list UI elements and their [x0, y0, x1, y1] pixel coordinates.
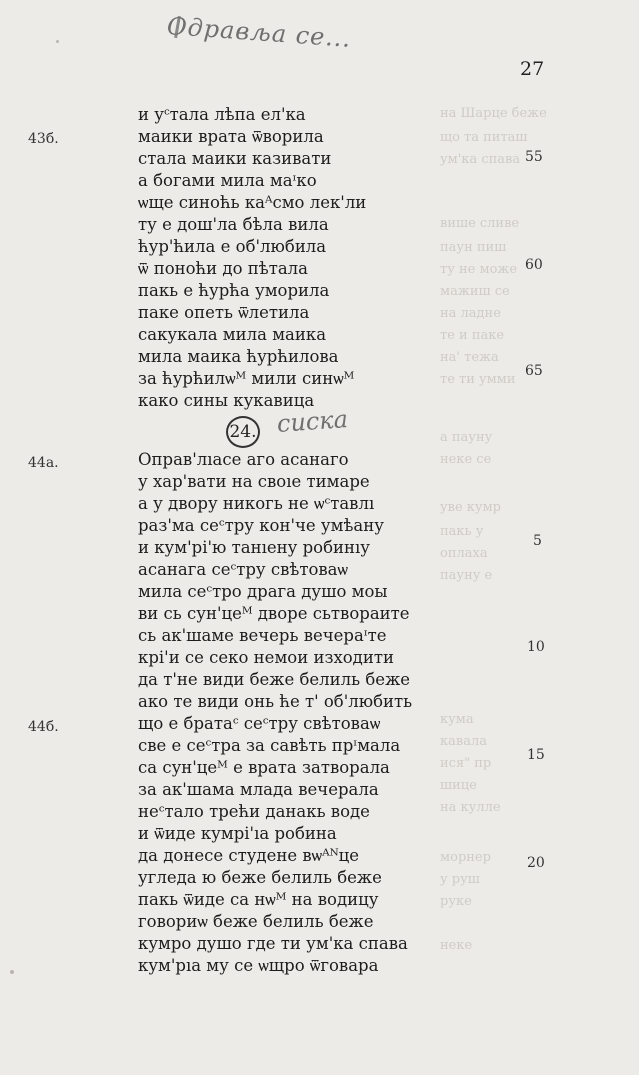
verse-line: да донесе студене вѡᴬᴺце — [138, 846, 360, 865]
verse-line: за ак'шама млада вечерала — [138, 780, 379, 799]
paper-speck — [10, 970, 14, 974]
verse-line: и кум'рі'ю танıену робинıу — [138, 538, 370, 557]
bleed-through-text: оплаха — [440, 546, 488, 561]
verse-line: сь ак'шаме вечерь вечераᶦте — [138, 626, 387, 645]
verse-line: Оправ'лıасе аго асанаго — [138, 450, 349, 469]
bleed-through-text: ту не може — [440, 262, 518, 277]
verse-line: кумро душо где ти ум'ка спава — [138, 934, 408, 953]
verse-line: са сун'цеᴹ е врата затворала — [138, 758, 390, 777]
bleed-through-text: мажиш се — [440, 284, 510, 299]
verse-line: да т'не види беже белиль беже — [138, 670, 411, 689]
verse-line: пакь е ћурћа уморила — [138, 281, 330, 300]
verse-line: ѿ поноћи до пѣтала — [138, 259, 308, 278]
verse-line: и уᶜтала лѣпа ел'ка — [138, 105, 306, 124]
bleed-through-text: кума — [440, 712, 474, 727]
manuscript-folio-mark: 44б. — [28, 719, 59, 735]
verse-line: крі'и се секо немои изходити — [138, 648, 394, 667]
bleed-through-text: у руш — [440, 872, 480, 887]
bleed-through-text: ися" пр — [440, 756, 492, 771]
verse-line: ѡще синоћь каᴬсмо лек'ли — [138, 193, 367, 212]
verse-line: како сины кукавица — [138, 391, 315, 410]
bleed-through-text: пакь у — [440, 524, 484, 539]
line-number: 55 — [525, 149, 543, 165]
verse-line: ако те види онь ће т' об'любить — [138, 692, 413, 711]
verse-line: пакь ѿиде са нѡᴹ на водицу — [138, 890, 379, 909]
bleed-through-text: неке — [440, 938, 473, 953]
bleed-through-text: уве кумр — [440, 500, 502, 515]
verse-line: маики врата ѿворила — [138, 127, 324, 146]
bleed-through-text: више сливе — [440, 216, 520, 231]
poem-number-circle: 24. — [226, 416, 260, 448]
bleed-through-text: те ти умми — [440, 372, 516, 387]
line-number: 15 — [527, 747, 545, 763]
bleed-through-text: шице — [440, 778, 477, 793]
verse-line: мила сеᶜтро драга душо моы — [138, 582, 388, 601]
verse-line: паке опеть ѿлетила — [138, 303, 310, 322]
manuscript-folio-mark: 44а. — [28, 455, 59, 471]
verse-line: неᶜтало трећи данакь воде — [138, 802, 370, 821]
handwritten-note: Одравља се... — [166, 12, 353, 53]
verse-line: ту е дош'ла бѣла вила — [138, 215, 329, 234]
bleed-through-text: ум'ка спава — [440, 152, 521, 167]
bleed-through-text: те и паке — [440, 328, 505, 343]
line-number: 60 — [525, 257, 543, 273]
verse-line: ви сь сун'цеᴹ дворе сьтвораите — [138, 604, 410, 623]
verse-line: за ћурћилѡᴹ мили синѡᴹ — [138, 369, 355, 388]
bleed-through-text: на ладне — [440, 306, 501, 321]
page-number: 27 — [520, 58, 545, 80]
bleed-through-text: морнер — [440, 850, 491, 865]
line-number: 5 — [533, 533, 542, 549]
verse-line: а богами мила маᶦко — [138, 171, 317, 190]
bleed-through-text: неке се — [440, 452, 492, 467]
bleed-through-text: на Шарце беже — [440, 106, 547, 121]
verse-line: говориѡ беже белиль беже — [138, 912, 374, 931]
verse-line: стала маики казивати — [138, 149, 332, 168]
verse-line: раз'ма сеᶜтру кон'че умѣану — [138, 516, 384, 535]
verse-line: мила маика ћурћилова — [138, 347, 339, 366]
verse-line: що е братаᶜ сеᶜтру свѣтоваѡ — [138, 714, 381, 733]
handwritten-title: сиска — [276, 405, 349, 438]
verse-line: све е сеᶜтра за савѣть прᶦмала — [138, 736, 401, 755]
bleed-through-text: на' тежа — [440, 350, 499, 365]
bleed-through-text: пауну е — [440, 568, 493, 583]
verse-line: а у двору никогь не ѡᶜтавлı — [138, 494, 375, 513]
verse-line: и ѿиде кумрі'ıа робина — [138, 824, 337, 843]
bleed-through-text: а пауну — [440, 430, 493, 445]
bleed-through-text: що та питаш — [440, 130, 528, 145]
verse-line: ћур'ћила е об'любила — [138, 237, 327, 256]
paper-speck — [56, 40, 59, 43]
verse-line: асанага сеᶜтру свѣтоваѡ — [138, 560, 348, 579]
bleed-through-text: паун пиш — [440, 240, 507, 255]
manuscript-folio-mark: 43б. — [28, 131, 59, 147]
line-number: 65 — [525, 363, 543, 379]
verse-line: кум'рıа му се ѡщро ѿговара — [138, 956, 379, 975]
verse-line: сакукала мила маика — [138, 325, 327, 344]
line-number: 10 — [527, 639, 545, 655]
bleed-through-text: кавала — [440, 734, 487, 749]
verse-line: у хар'вати на своıе тимаре — [138, 472, 370, 491]
bleed-through-text: руке — [440, 894, 472, 909]
verse-line: угледа ю беже белиль беже — [138, 868, 382, 887]
line-number: 20 — [527, 855, 545, 871]
bleed-through-text: на кулле — [440, 800, 501, 815]
